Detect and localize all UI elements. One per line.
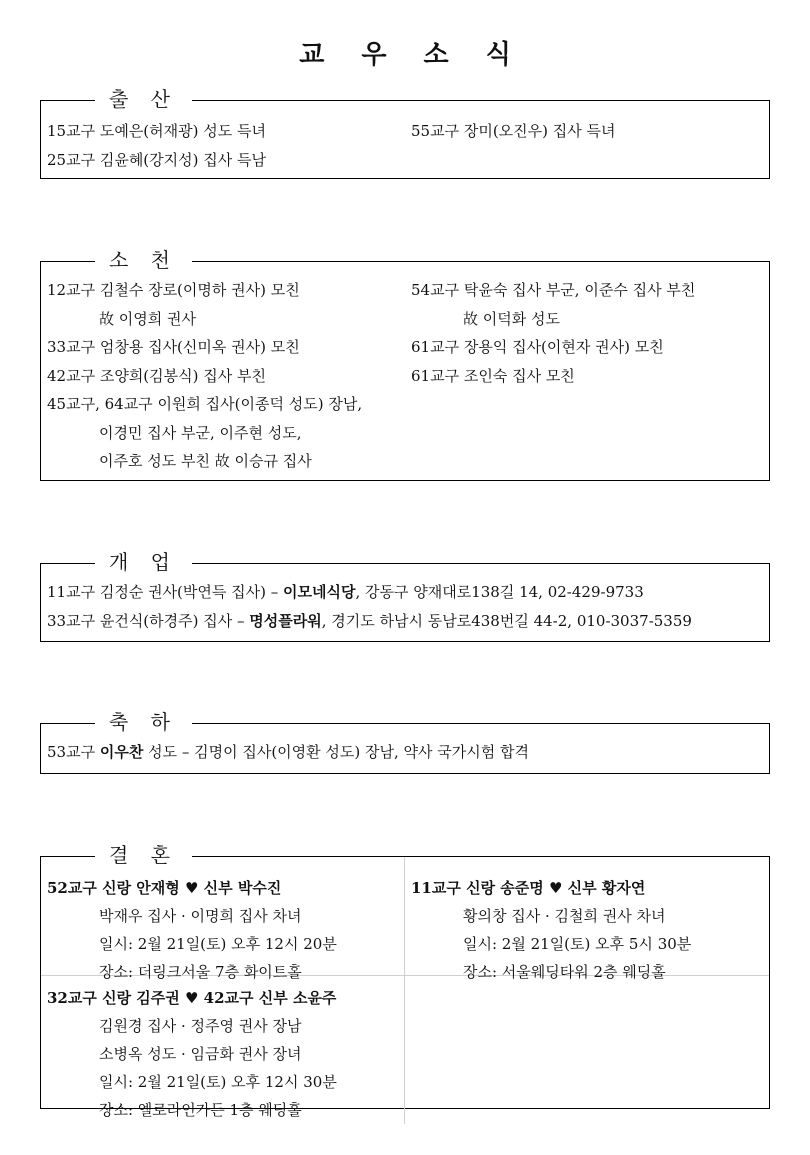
groom-name: 32교구 신랑 김주권	[47, 989, 180, 1007]
list-item: 이경민 집사 부군, 이주현 성도,	[99, 423, 302, 442]
groom-name: 11교구 신랑 송준명	[411, 879, 544, 897]
list-item: 12교구 김철수 장로(이명하 권사) 모친	[47, 281, 300, 299]
shop-address: , 강동구 양재대로138길 14, 02-429-9733	[355, 583, 644, 601]
list-item: 故 이덕화 성도	[463, 309, 560, 328]
heart-icon: ♥	[184, 989, 199, 1007]
wedding-parents: 김원경 집사 · 정주영 권사 장남	[99, 1017, 302, 1035]
wedding-entry	[405, 857, 769, 981]
page-title: 교 우 소 식	[299, 40, 525, 70]
heart-icon: ♥	[184, 879, 199, 897]
section-heading-birth: 출 산	[95, 86, 192, 112]
wedding-parents: 박재우 집사 · 이명희 집사 차녀	[99, 907, 302, 925]
wedding-venue: 장소: 서울웨딩타워 2층 웨딩홀	[463, 963, 666, 981]
congrats-parish: 53교구	[47, 743, 100, 761]
empty-cell	[405, 976, 769, 1124]
list-item: 33교구 엄창용 집사(신미옥 권사) 모친	[47, 338, 300, 356]
wedding-parents: 황의창 집사 · 김철희 권사 차녀	[463, 907, 666, 925]
wedding-venue: 장소: 엘로라인가든 1층 웨딩홀	[99, 1101, 302, 1119]
wedding-time: 일시: 2월 21일(토) 오후 12시 20분	[99, 935, 337, 953]
wedding-parents: 소병옥 성도 · 임금화 권사 장녀	[99, 1045, 302, 1063]
list-item: 15교구 도예은(허재광) 성도 득녀	[47, 122, 266, 140]
list-item: 61교구 조인숙 집사 모친	[411, 366, 575, 385]
heart-icon: ♥	[548, 879, 563, 897]
section-heading-congrats: 축 하	[95, 709, 192, 735]
list-item	[47, 578, 765, 607]
shop-address: , 경기도 하남시 동남로438번길 44-2, 010-3037-5359	[321, 611, 692, 630]
list-item: 이주호 성도 부친 故 이승규 집사	[99, 452, 312, 470]
list-item: 42교구 조양희(김봉식) 집사 부친	[47, 366, 266, 385]
list-item: 25교구 김윤혜(강지성) 집사 득남	[47, 150, 266, 169]
wedding-time: 일시: 2월 21일(토) 오후 5시 30분	[463, 935, 692, 953]
list-item: 61교구 장용익 집사(이현자 권사) 모친	[411, 338, 664, 356]
bride-name: 신부 황자연	[567, 879, 646, 897]
congrats-section	[40, 710, 770, 774]
wedding-entry	[41, 857, 405, 981]
birth-section	[40, 87, 770, 179]
condolence-section	[40, 248, 770, 481]
section-heading-condolence: 소 천	[95, 247, 192, 273]
section-heading-opening: 개 업	[95, 549, 192, 575]
list-item	[47, 738, 765, 767]
wedding-time: 일시: 2월 21일(토) 오후 12시 30분	[99, 1073, 337, 1091]
list-item: 54교구 탁윤숙 집사 부군, 이준수 집사 부친	[411, 281, 696, 299]
opening-owner: 33교구 윤건식(하경주) 집사 –	[47, 611, 250, 630]
wedding-section	[40, 843, 770, 1119]
shop-name: 이모네식당	[283, 583, 356, 601]
bride-name: 42교구 신부 소윤주	[203, 989, 337, 1007]
wedding-entry	[41, 976, 405, 1124]
opening-section	[40, 550, 770, 642]
list-item: 45교구, 64교구 이원희 집사(이종덕 성도) 장남,	[47, 395, 363, 413]
groom-name: 52교구 신랑 안재형	[47, 879, 180, 897]
section-heading-wedding: 결 혼	[95, 842, 192, 868]
bride-name: 신부 박수진	[203, 879, 282, 897]
congrats-name: 이우찬	[99, 743, 144, 761]
congrats-detail: 성도 – 김명이 집사(이영환 성도) 장남, 약사 국가시험 합격	[143, 743, 529, 761]
list-item: 故 이영희 권사	[99, 309, 196, 328]
list-item: 55교구 장미(오진우) 집사 득녀	[411, 122, 616, 140]
list-item	[47, 607, 765, 636]
wedding-venue: 장소: 더링크서울 7층 화이트홀	[99, 963, 302, 981]
opening-owner: 11교구 김정순 권사(박연득 집사) –	[47, 583, 284, 601]
shop-name: 명성플라워	[249, 611, 322, 630]
